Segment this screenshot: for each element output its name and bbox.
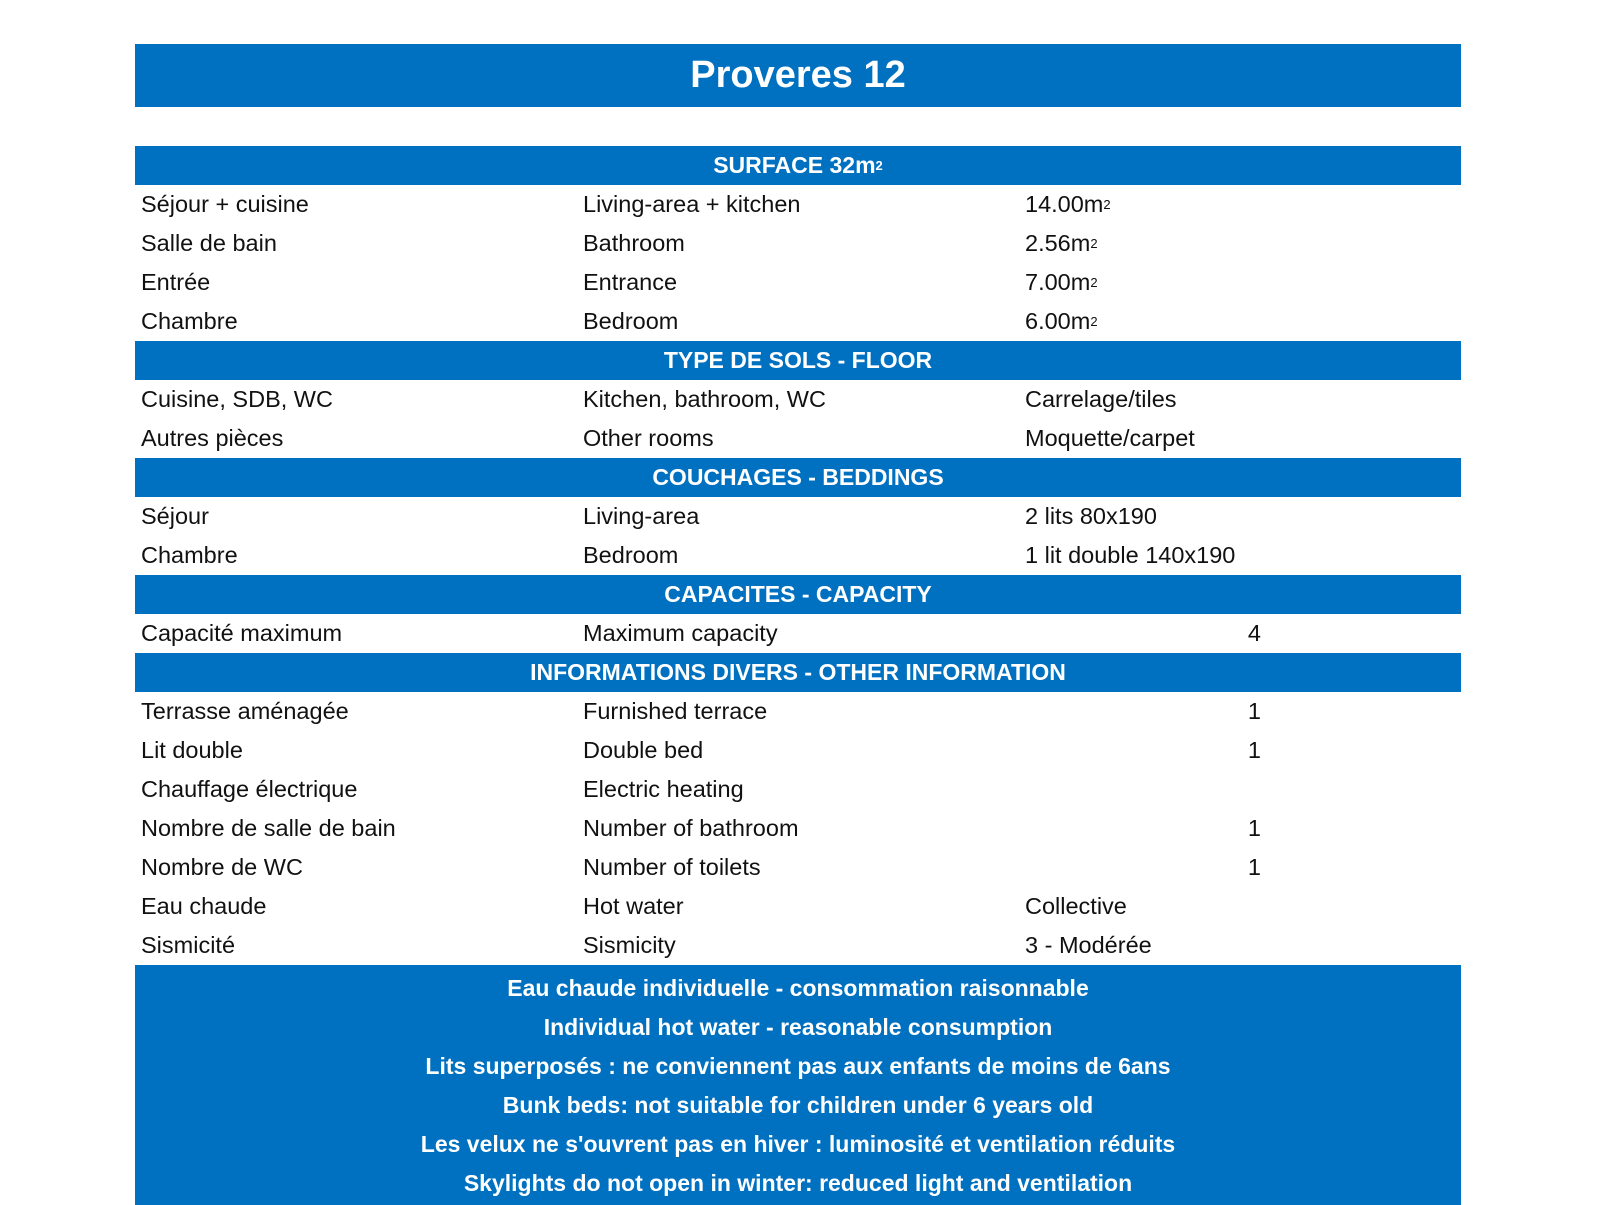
- area-number: 7.00m: [1025, 269, 1091, 295]
- label-en: Electric heating: [583, 776, 744, 802]
- floor-value: Moquette/carpet: [1025, 425, 1195, 451]
- count-cell: [1019, 731, 1461, 770]
- label-fr: Lit double: [141, 737, 243, 763]
- info-value: Collective: [1025, 893, 1127, 919]
- floor-value: Carrelage/tiles: [1025, 386, 1177, 412]
- count-cell: [1019, 809, 1461, 848]
- notes-banner: [135, 965, 1461, 1205]
- table-row: [135, 263, 1461, 302]
- table-row: [135, 926, 1461, 965]
- label-en: Furnished terrace: [583, 698, 768, 724]
- label-fr: Séjour + cuisine: [141, 191, 309, 217]
- label-en: Bedroom: [583, 308, 679, 334]
- table-row: [135, 848, 1461, 887]
- label-en: Entrance: [583, 269, 678, 295]
- count-value: 1: [1247, 815, 1261, 841]
- area-sup: 2: [1090, 314, 1098, 329]
- label-en: Sismicity: [583, 932, 676, 958]
- label-en: Maximum capacity: [583, 620, 778, 646]
- count-value: 1: [1247, 854, 1261, 880]
- count-cell: [1019, 692, 1461, 731]
- note-line: Individual hot water - reasonable consumption: [543, 1014, 1053, 1040]
- section-header-surface: [135, 146, 1461, 185]
- label-fr: Terrasse aménagée: [141, 698, 349, 724]
- table-row: [135, 185, 1461, 224]
- property-info-table: [135, 146, 1461, 1205]
- count-cell: [1019, 848, 1461, 887]
- area-number: 6.00m: [1025, 308, 1091, 334]
- bedding-value: 2 lits 80x190: [1025, 503, 1157, 529]
- area-sup: 2: [1103, 197, 1111, 212]
- table-row: [135, 887, 1461, 926]
- area-value: [1019, 302, 1461, 341]
- table-row: [135, 380, 1461, 419]
- capacity-cell: [1019, 614, 1461, 653]
- capacity-count: 4: [1247, 620, 1261, 646]
- label-en: Number of bathroom: [583, 815, 799, 841]
- area-value: [1019, 185, 1461, 224]
- count-value: 1: [1247, 737, 1261, 763]
- label-en: Hot water: [583, 893, 684, 919]
- label-fr: Chambre: [141, 308, 238, 334]
- bedding-value: 1 lit double 140x190: [1025, 542, 1236, 568]
- label-fr: Nombre de WC: [141, 854, 303, 880]
- table-row: [135, 419, 1461, 458]
- section-header-surface-sup: 2: [875, 158, 883, 173]
- section-header-other-information: INFORMATIONS DIVERS - OTHER INFORMATION: [135, 653, 1461, 692]
- label-fr: Eau chaude: [141, 893, 267, 919]
- table-row: [135, 614, 1461, 653]
- label-fr: Capacité maximum: [141, 620, 343, 646]
- area-number: 14.00m: [1025, 191, 1104, 217]
- area-sup: 2: [1090, 236, 1098, 251]
- table-row: [135, 809, 1461, 848]
- label-fr: Autres pièces: [141, 425, 284, 451]
- table-row: [135, 497, 1461, 536]
- label-fr: Cuisine, SDB, WC: [141, 386, 333, 412]
- note-line: Skylights do not open in winter: reduced light and ventilation: [463, 1170, 1133, 1196]
- label-fr: Séjour: [141, 503, 209, 529]
- table-row: [135, 302, 1461, 341]
- info-value: 3 - Modérée: [1025, 932, 1152, 958]
- note-line: Les velux ne s'ouvrent pas en hiver : luminosité et ventilation réduits: [420, 1131, 1176, 1157]
- page-title: Proveres 12: [135, 44, 1461, 107]
- area-value: [1019, 263, 1461, 302]
- section-header-beddings: COUCHAGES - BEDDINGS: [135, 458, 1461, 497]
- area-number: 2.56m: [1025, 230, 1091, 256]
- table-row: [135, 770, 1461, 809]
- label-fr: Entrée: [141, 269, 211, 295]
- label-en: Other rooms: [583, 425, 714, 451]
- note-line: Lits superposés : ne conviennent pas aux enfants de moins de 6ans: [425, 1053, 1171, 1079]
- label-fr: Chauffage électrique: [141, 776, 358, 802]
- count-value: 1: [1247, 698, 1261, 724]
- table-row: [135, 224, 1461, 263]
- label-fr: Salle de bain: [141, 230, 277, 256]
- section-header-floor: TYPE DE SOLS - FLOOR: [135, 341, 1461, 380]
- area-value: [1019, 224, 1461, 263]
- note-line: Eau chaude individuelle - consommation raisonnable: [507, 975, 1089, 1001]
- label-en: Number of toilets: [583, 854, 761, 880]
- table-row: [135, 536, 1461, 575]
- count-cell: [1019, 770, 1461, 809]
- area-sup: 2: [1090, 275, 1098, 290]
- label-en: Living-area + kitchen: [583, 191, 801, 217]
- label-en: Living-area: [583, 503, 700, 529]
- section-header-capacity: CAPACITES - CAPACITY: [135, 575, 1461, 614]
- note-line: Bunk beds: not suitable for children under 6 years old: [502, 1092, 1094, 1118]
- label-fr: Sismicité: [141, 932, 236, 958]
- label-fr: Nombre de salle de bain: [141, 815, 396, 841]
- table-row: [135, 692, 1461, 731]
- section-header-surface-label: SURFACE 32m: [713, 152, 876, 178]
- label-en: Bedroom: [583, 542, 679, 568]
- label-fr: Chambre: [141, 542, 238, 568]
- label-en: Bathroom: [583, 230, 685, 256]
- table-row: [135, 731, 1461, 770]
- label-en: Double bed: [583, 737, 704, 763]
- label-en: Kitchen, bathroom, WC: [583, 386, 826, 412]
